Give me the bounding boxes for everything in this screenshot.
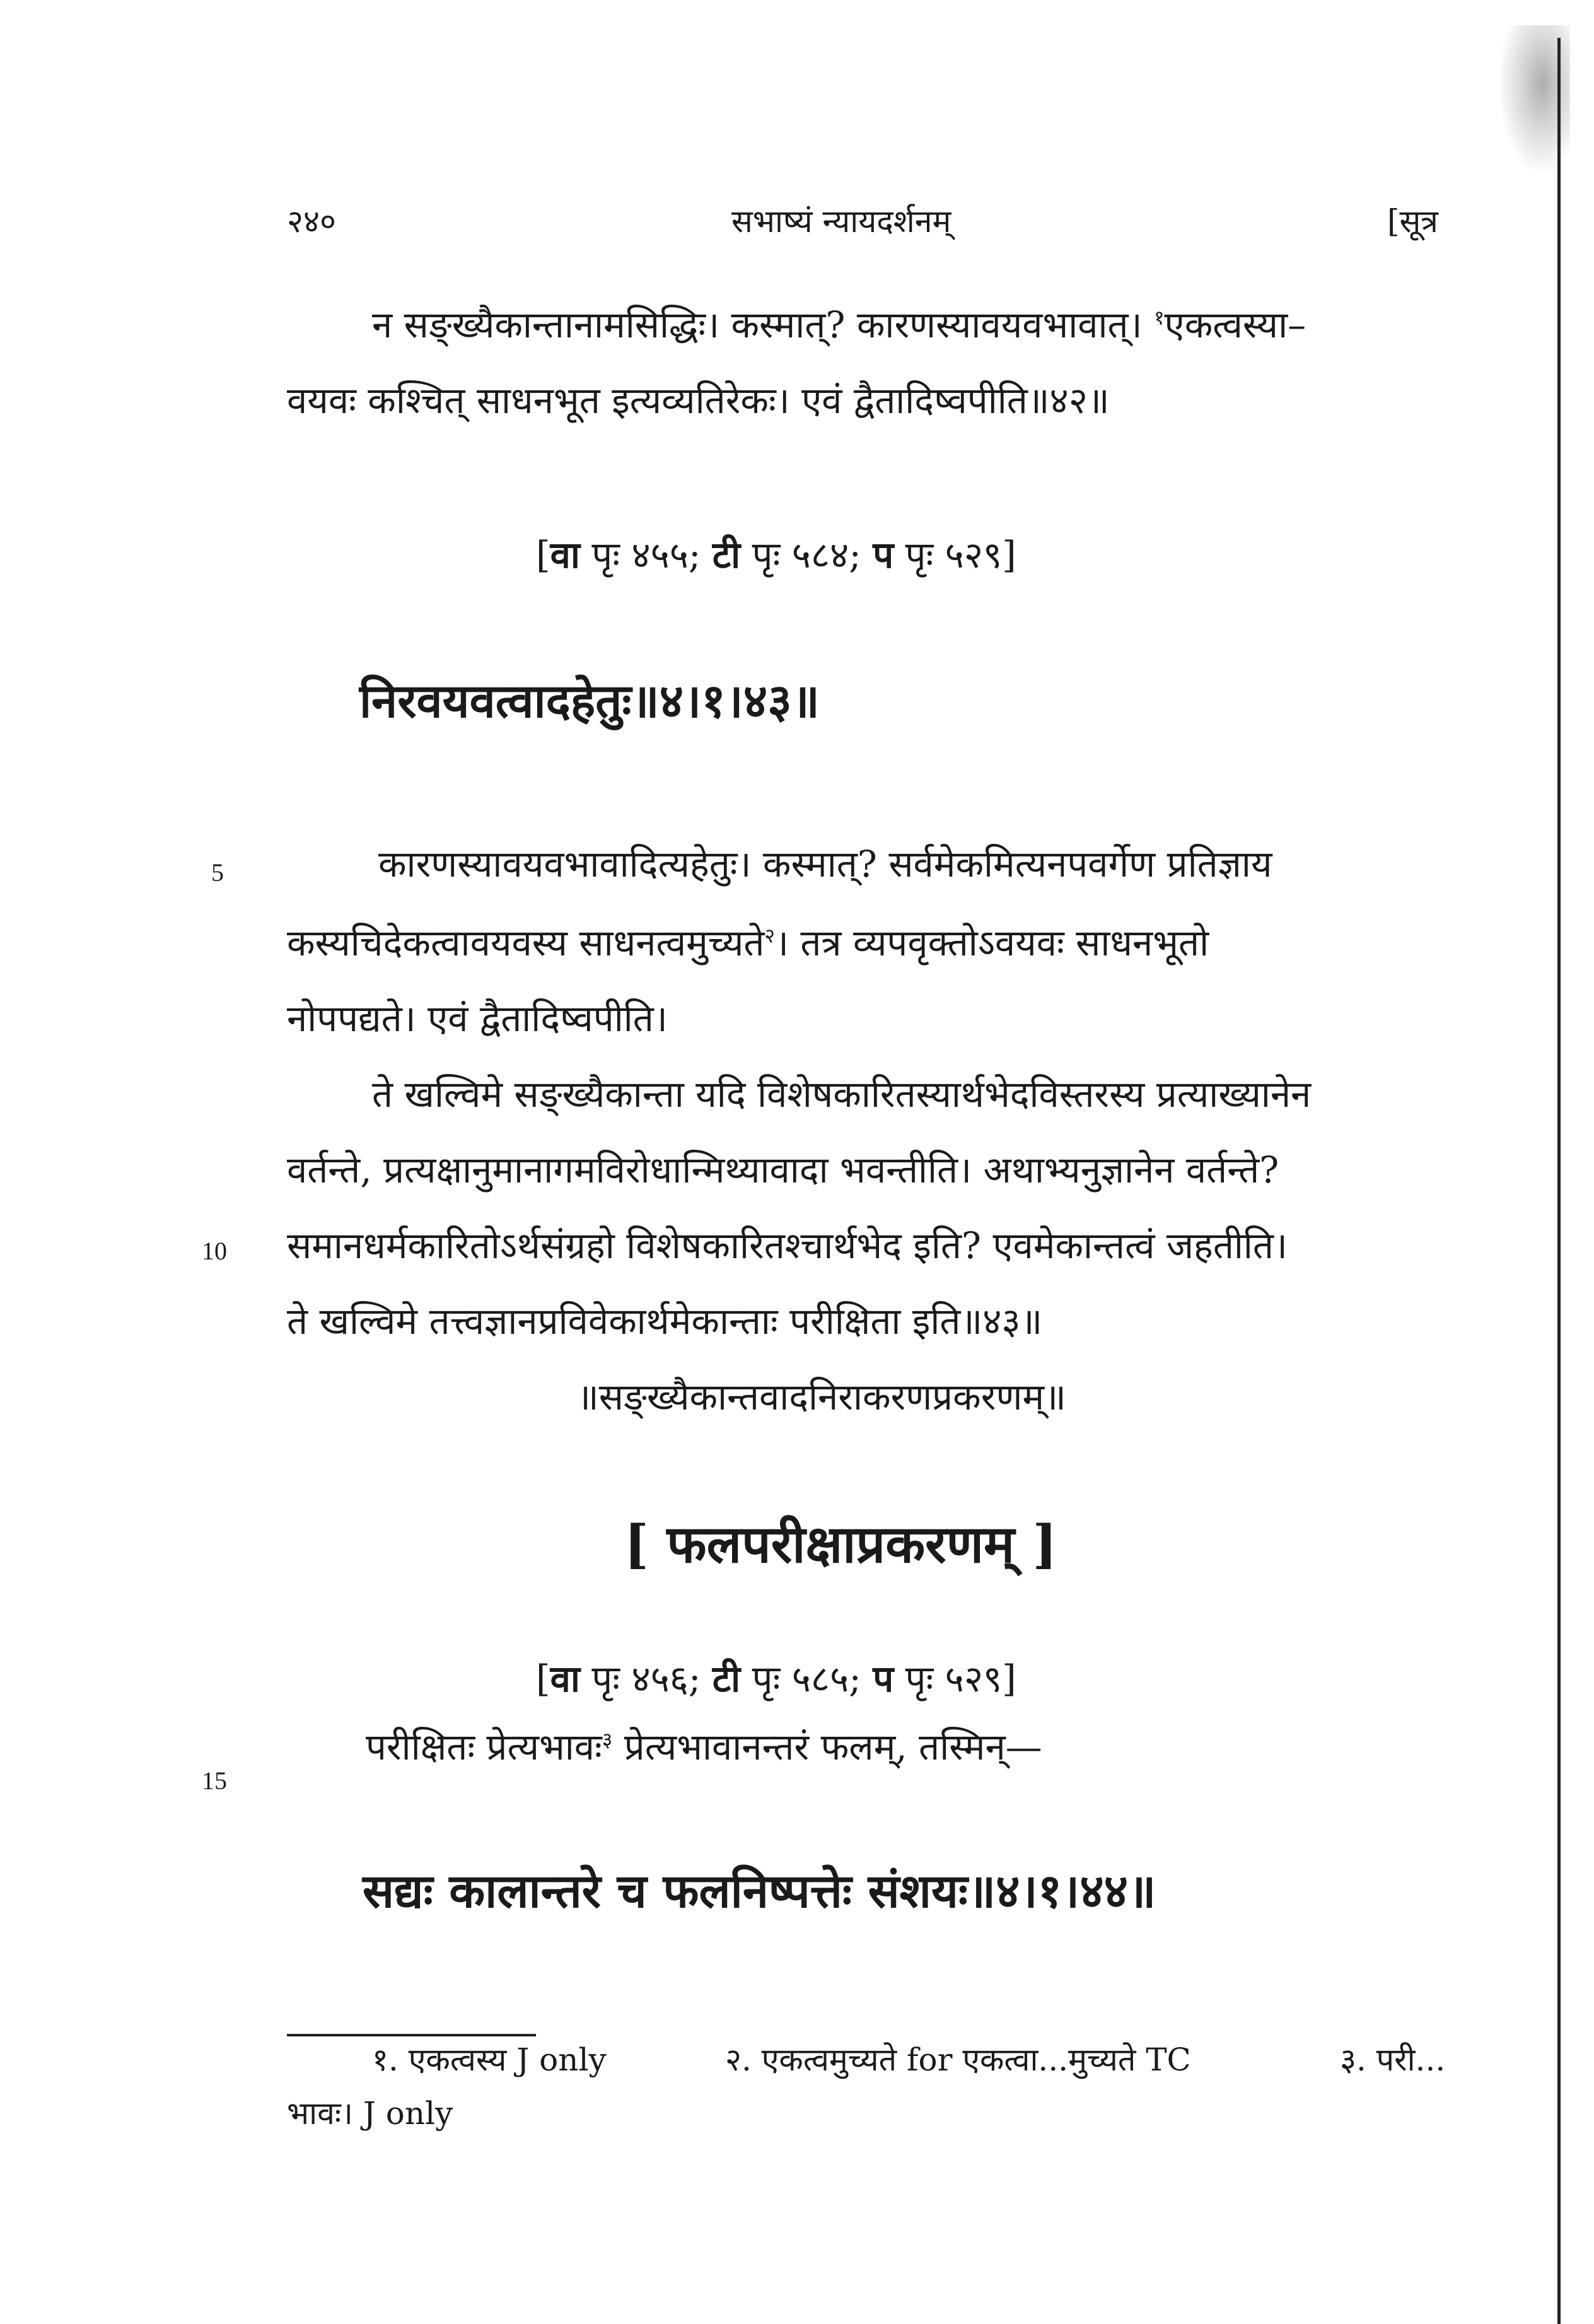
sutra-43: निरवयवत्वादहेतुः॥४।१।४३॥ [359, 674, 820, 728]
line-number-10: 10 [202, 1237, 227, 1265]
reference-line-2: [वा पृः ४५६; टी पृः ५८५; प पृः ५२९] [536, 1657, 1016, 1700]
running-title: सभाष्यं न्यायदर्शनम् [731, 203, 951, 240]
reference-line-1: [वा पृः ४५५; टी पृः ५८४; प पृः ५२९] [536, 534, 1016, 576]
para2-line2: कस्यचिदेकत्वावयवस्य साधनत्वमुच्यते$^२$। तत्र व्यपवृक्तोऽवयवः साधनभूतो [287, 921, 1209, 964]
para2-line5: वर्तन्ते, प्रत्यक्षानुमानागमविरोधान्मिथ्यावादा भवन्तीति। अथाभ्यनुज्ञानेन वर्तन्ते? [287, 1148, 1279, 1191]
footnote-ref-3[interactable]: ३ [602, 1727, 613, 1752]
para2-line7: ते खल्विमे तत्त्वज्ञानप्रविवेकार्थमेकान्ताः परीक्षिता इति॥४३॥ [287, 1300, 1043, 1343]
line-number-5: 5 [211, 858, 224, 887]
section-marker: [सूत्र [1387, 203, 1438, 240]
scan-edge-line [1557, 38, 1561, 2324]
footnote-ref-2[interactable]: २ [764, 923, 776, 948]
footnote-3-start: ३. परी... [1340, 2041, 1446, 2078]
footnote-3-end: भावः। J only [287, 2095, 453, 2132]
section-closing-title: ॥सङ्ख्यैकान्तवादनिराकरणप्रकरणम्॥ [577, 1375, 1066, 1418]
footnote-1: १. एकत्वस्य J only [372, 2041, 607, 2078]
para1-line1: न सङ्ख्यैकान्तानामसिद्धिः। कस्मात्? कारणस्यावयवभावात्। $^१$एकत्वस्या– [372, 303, 1306, 346]
sutra-44: सद्यः कालान्तरे च फलनिष्पत्तेः संशयः॥४।१।४४॥ [363, 1864, 1156, 1918]
para2-line6: समानधर्मकारितोऽर्थसंग्रहो विशेषकारितश्चार्थभेद इति? एवमेकान्तत्वं जहतीति। [287, 1224, 1288, 1267]
para2-line1: कारणस्यावयवभावादित्यहेतुः। कस्मात्? सर्वमेकमित्यनपवर्गेण प्रतिज्ञाय [378, 843, 1272, 885]
line-number-15: 15 [202, 1766, 227, 1795]
para3-line1: परीक्षितः प्रेत्यभावः$^३$ प्रेत्यभावानन्तरं फलम्, तस्मिन्— [366, 1725, 1042, 1768]
section-heading: [ फलपरीक्षाप्रकरणम् ] [624, 1514, 1057, 1575]
page-number: २४० [287, 203, 336, 240]
para2-line3: नोपपद्यते। एवं द्वैतादिष्वपीति। [287, 997, 668, 1040]
footnote-ref-1[interactable]: १ [1154, 305, 1165, 330]
para2-line4: ते खल्विमे सङ्ख्यैकान्ता यदि विशेषकारितस्यार्थभेदविस्तरस्य प्रत्याख्यानेन [372, 1073, 1312, 1116]
para1-line2: वयवः कश्चित् साधनभूत इत्यव्यतिरेकः। एवं द्वैतादिष्वपीति॥४२॥ [287, 379, 1110, 422]
footnote-2: २. एकत्वमुच्यते for एकत्वा...मुच्यते TC [725, 2041, 1191, 2078]
footnote-divider [287, 2034, 536, 2036]
